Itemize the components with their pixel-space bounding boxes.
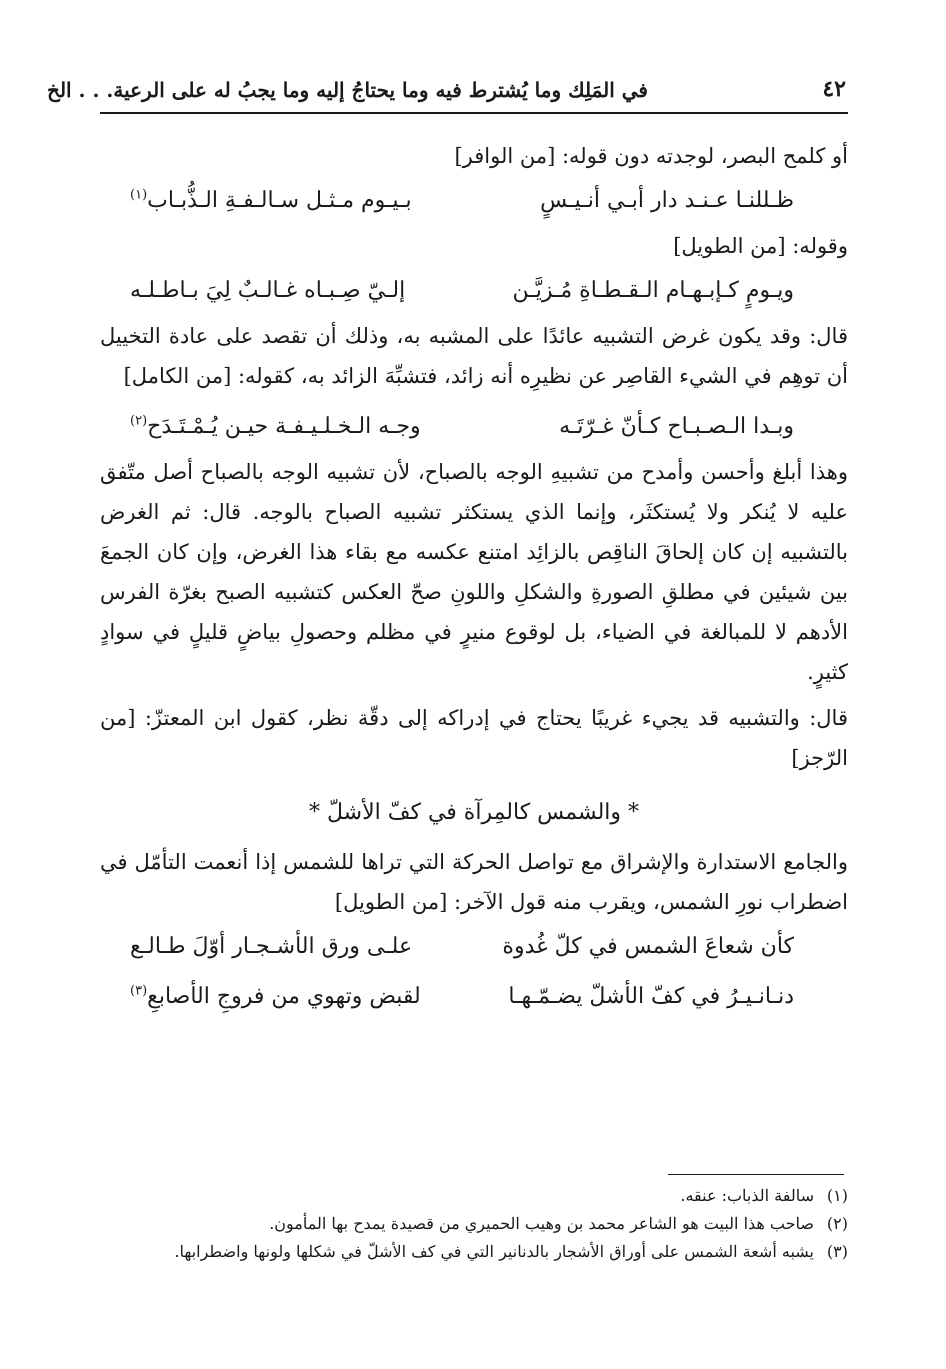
verse-5-first-hemistich: دنـانـيـرُ في كفّ الأشلّ يضـمّـهـا xyxy=(508,984,794,1009)
verse-1-second-hemistich-text: بـيـوم مـثـل سـالـفـةِ الـذُّبـاب xyxy=(147,188,412,213)
verse-5 xyxy=(100,972,848,1022)
footnote-text: سالفة الذباب: عنقه. xyxy=(680,1186,814,1205)
paragraph-1: أو كلمح البصر، لوجدته دون قوله: [من الوافر] xyxy=(454,144,848,168)
paragraph-2: وقوله: [من الطويل] xyxy=(673,234,848,258)
verse-3-second-hemistich xyxy=(130,407,460,447)
verse-2-second-hemistich: إلـيّ صِـبـاه غـالـبٌ لِيَ بـاطـلـه xyxy=(130,278,406,303)
paragraph-5: قال: والتشبيه قد يجيء غريبًا يحتاج في إدراكه إلى دقّة نظر، كقول ابن المعتزّ: [من الرّجز] xyxy=(100,706,848,770)
footnote-text: يشبه أشعة الشمس على أوراق الأشجار بالدنانير التي في كف الأشلّ في شكلها ولونها واضطرابها. xyxy=(174,1242,814,1261)
verse-2 xyxy=(100,266,848,316)
footnotes xyxy=(100,1182,848,1266)
verse-4-first-hemistich: كأن شعاعَ الشمس في كلّ غُدوة xyxy=(502,934,794,959)
verse-2-first-hemistich: ويـومٍ كـإبـهـام الـقـطـاةِ مُـزيَّـن xyxy=(512,278,794,303)
paragraph-4: وهذا أبلغ وأحسن وأمدح من تشبيهِ الوجه بالصباح، لأن تشبيه الوجه بالصباح أصل متّفق عليه لا يُنكر ولا يُستكثَر، وإنما الذي يستكثر تشبيه الصباح بالوجه. قال: ثم الغرض بالتشبيه إن كان إلحاقَ الناقِص بالزائِد امتنع عكسه مع بقاء هذا الغرض، وإن كان الجمعَ بين شيئين في مطلقِ الصورةِ والشكلِ واللونِ صحّ العكس كتشبيه الصبح بغرّة الفرس الأدهم لا للمبالغة في الضياء، بل لوقوع منيرٍ في مظلم وحصولِ بياضٍ قليلٍ في سوادٍ كثيرٍ. xyxy=(100,460,848,684)
verse-5-second-hemistich-text: لقبض وتهوي من فروجِ الأصابعِ xyxy=(147,984,421,1009)
verse-1-first-hemistich: ظـللنـا عـنـد دار أبـي أنـيـسٍ xyxy=(540,188,794,213)
running-title: في المَلِك وما يُشترط فيه وما يحتاجُ إليه وما يجبُ له على الرعية. . . الخ xyxy=(47,78,648,102)
verse-3-second-hemistich-text: وجـه الـخـلـيـفـة حيـن يُـمْـتَـدَح xyxy=(147,414,421,439)
verse-1 xyxy=(100,176,848,226)
paragraph-6: والجامع الاستدارة والإشراق مع تواصل الحركة التي تراها للشمس إذا أنعمت التأمّل في اضطراب نورِ الشمس، ويقرب منه قول الآخر: [من الطويل] xyxy=(100,850,848,914)
verse-3 xyxy=(100,402,848,452)
footnote-text: صاحب هذا البيت هو الشاعر محمد بن وهيب الحميري من قصيدة يمدح بها المأمون. xyxy=(269,1214,814,1233)
footnote-divider xyxy=(668,1174,844,1175)
footnote-3 xyxy=(100,1238,848,1266)
verse-1-second-hemistich xyxy=(130,181,460,221)
page-number: ٤٢ xyxy=(822,76,846,102)
footnote-2 xyxy=(100,1210,848,1238)
footnote-ref-1: (١) xyxy=(130,187,148,203)
footnote-1 xyxy=(100,1182,848,1210)
verse-4 xyxy=(100,922,848,972)
footnote-number: (٣) xyxy=(826,1242,848,1261)
verse-3-first-hemistich: وبـدا الـصـبـاح كـأنّ غـرّتَـه xyxy=(559,414,794,439)
book-page xyxy=(47,72,848,1352)
page-header xyxy=(47,72,848,114)
paragraph-3: قال: وقد يكون غرض التشبيه عائدًا على المشبه به، وذلك أن تقصد على عادة التخييل أن توهِم في الشيء القاصِر عن نظيرِه أنه زائد، فتشبِّهَ الزائد به، كقوله: [من الكامل] xyxy=(100,324,848,388)
verse-5-second-hemistich xyxy=(130,977,460,1017)
footnote-ref-2: (٢) xyxy=(130,413,148,429)
rajaz-line: * والشمس كالمِرآة في كفّ الأشلّ * xyxy=(308,800,640,825)
footnote-ref-3: (٣) xyxy=(130,983,148,999)
page-body xyxy=(100,114,848,1022)
verse-4-second-hemistich: علـى ورق الأشـجـار أوّلَ طـالـع xyxy=(130,934,413,959)
footnote-number: (١) xyxy=(826,1186,848,1205)
footnote-number: (٢) xyxy=(826,1214,848,1233)
